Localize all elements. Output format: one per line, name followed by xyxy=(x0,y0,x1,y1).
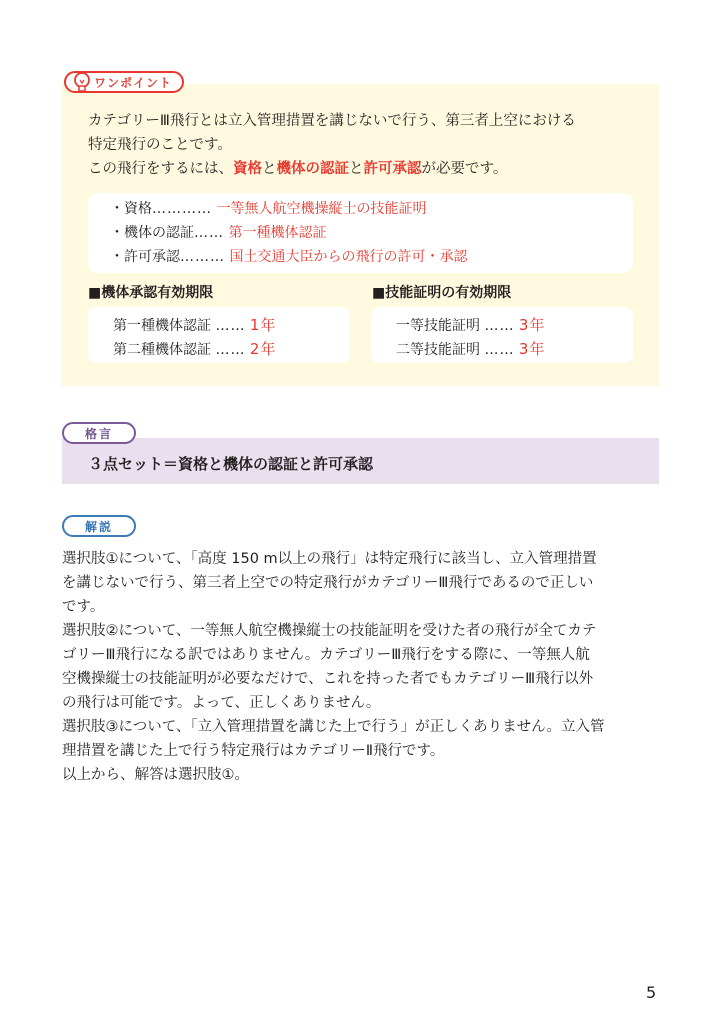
validity-label: 二等技能証明 xyxy=(396,342,480,358)
license-validity-row xyxy=(396,314,545,335)
explanation-line: 以上から、解答は選択肢①。 xyxy=(62,767,249,783)
validity-label: 第一種機体認証 xyxy=(113,318,211,334)
leader-dots: …… xyxy=(484,342,515,358)
validity-label: 一等技能証明 xyxy=(396,318,480,334)
intro-line-1: カテゴリーⅢ飛行とは立入管理措置を講じないで行う、第三者上空における xyxy=(88,113,576,129)
term-permission: 許可承認 xyxy=(363,161,422,177)
validity-value: 3年 xyxy=(518,316,546,334)
aircraft-validity-heading: ■機体承認有効期限 xyxy=(88,285,214,301)
leader-dots: …… xyxy=(194,225,224,241)
lightbulb-icon xyxy=(72,70,92,94)
explanation-line: の飛行は可能です。よって、正しくありません。 xyxy=(62,695,381,711)
requirement-value: 国土交通大臣からの飛行の許可・承認 xyxy=(229,249,468,265)
onepoint-intro xyxy=(88,109,648,181)
aircraft-validity-row xyxy=(113,314,276,335)
leader-dots: …… xyxy=(484,318,515,334)
intro-line-3 xyxy=(88,157,648,181)
validity-value: 2年 xyxy=(249,340,277,358)
explanation-tag: 解説 xyxy=(62,515,136,537)
intro-line-3-suffix: が必要です。 xyxy=(421,161,508,177)
explanation-line: ゴリーⅢ飛行になる訳ではありません。カテゴリーⅢ飛行をする際に、一等無人航 xyxy=(62,647,590,663)
license-validity-heading: ■技能証明の有効期限 xyxy=(372,285,512,301)
requirement-value: 一等無人航空機操縦士の技能証明 xyxy=(216,201,427,217)
explanation-line: 選択肢③について、「立入管理措置を講じた上で行う」が正しくありません。立入管 xyxy=(62,719,605,735)
leader-dots: ……… xyxy=(180,249,225,265)
maxim-text: ３点セット＝資格と機体の認証と許可承認 xyxy=(88,455,374,473)
intro-line-3-prefix: この飛行をするには、 xyxy=(88,161,233,177)
and-1: と xyxy=(262,161,277,177)
validity-label: 第二種機体認証 xyxy=(113,342,211,358)
onepoint-tag: ワンポイント xyxy=(64,71,184,93)
and-2: と xyxy=(349,161,364,177)
requirements-box xyxy=(88,193,633,273)
aircraft-validity-box xyxy=(88,307,350,363)
license-validity-box xyxy=(371,307,633,363)
requirement-value: 第一種機体認証 xyxy=(228,225,327,241)
validity-value: 1年 xyxy=(249,316,277,334)
explanation-body xyxy=(62,547,662,787)
explanation-line: 空機操縦士の技能証明が必要なだけで、これを持った者でもカテゴリーⅢ飛行以外 xyxy=(62,671,594,687)
explanation-line: 理措置を講じた上で行う特定飛行はカテゴリーⅡ飛行です。 xyxy=(62,743,445,759)
validity-value: 3年 xyxy=(518,340,546,358)
intro-line-2: 特定飛行のことです。 xyxy=(88,137,232,153)
explanation-line: を講じないで行う、第三者上空での特定飛行がカテゴリーⅢ飛行であるので正しい xyxy=(62,575,594,591)
maxim-tag: 格言 xyxy=(62,422,136,444)
term-aircraft-cert: 機体の認証 xyxy=(276,161,349,177)
leader-dots: …… xyxy=(215,318,246,334)
explanation-line: です。 xyxy=(62,599,105,615)
aircraft-validity-row xyxy=(113,338,276,359)
license-validity-row xyxy=(396,338,545,359)
requirement-row-aircraft-cert xyxy=(110,224,326,242)
requirement-label: ・許可承認 xyxy=(110,249,180,265)
leader-dots: ………… xyxy=(152,201,212,217)
requirement-row-permission xyxy=(110,248,467,266)
requirement-label: ・機体の認証 xyxy=(110,225,194,241)
explanation-line: 選択肢②について、一等無人航空機操縦士の技能証明を受けた者の飛行が全てカテ xyxy=(62,623,597,639)
page-number: 5 xyxy=(646,983,657,1002)
leader-dots: …… xyxy=(215,342,246,358)
term-qualification: 資格 xyxy=(233,161,262,177)
requirement-label: ・資格 xyxy=(110,201,152,217)
explanation-line: 選択肢①について、「高度 150 m以上の飛行」は特定飛行に該当し、立入管理措置 xyxy=(62,551,597,567)
requirement-row-qualification xyxy=(110,200,426,218)
